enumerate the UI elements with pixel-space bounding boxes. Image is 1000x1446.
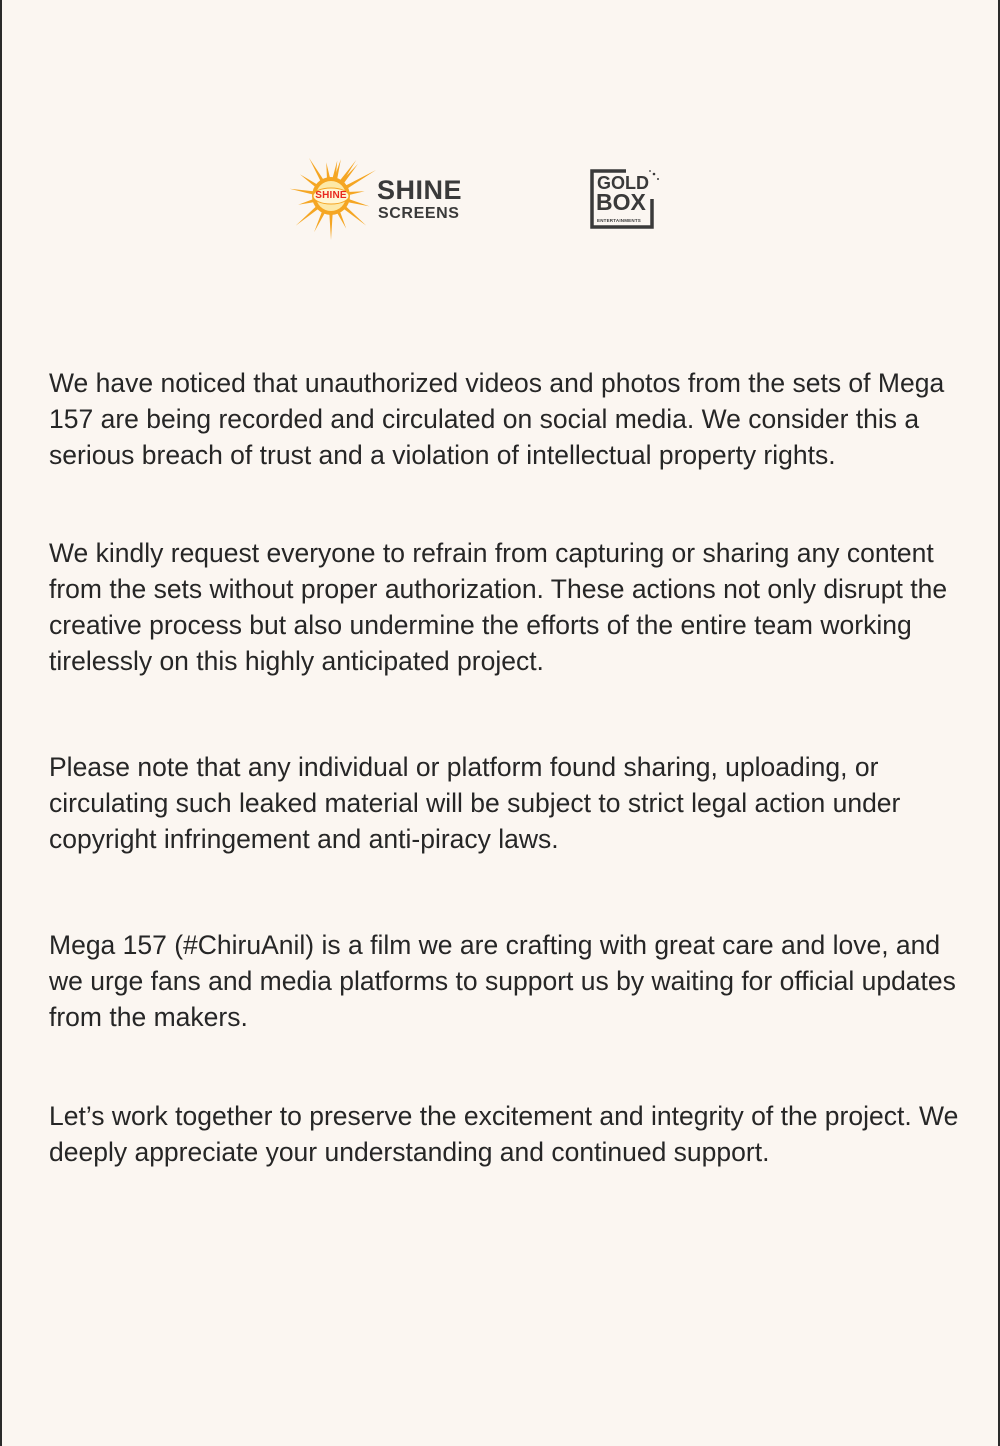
shine-badge-text: SHINE: [315, 189, 347, 201]
box-wordmark: BOX: [596, 189, 646, 215]
shine-screens-logo: [280, 138, 490, 248]
sun-ray: [290, 189, 316, 195]
shine-wordmark: SHINE: [377, 175, 463, 205]
sun-ray: [329, 212, 333, 240]
gold-box-logo: [588, 163, 668, 235]
statement-paragraph-4: Mega 157 (#ChiruAnil) is a film we are crafting with great care and love, and we urge fans and media platforms to support us by waiting for official updates from the makers.: [49, 930, 956, 1032]
statement-paragraph-1: We have noticed that unauthorized videos and photos from the sets of Mega 157 are being recorded and circulated on social media. We consider this a serious breach of trust and a violation of intellectual property rights.: [49, 368, 945, 470]
statement-body: [49, 365, 974, 1170]
screens-wordmark: SCREENS: [378, 205, 460, 222]
statement-paragraph-2: We kindly request everyone to refrain from capturing or sharing any content from the sets without proper authorization. These actions not only disrupt the creative process but also undermine the efforts of the entire team working tirelessly on this highly anticipated project.: [49, 538, 948, 676]
statement-paragraph-3: Please note that any individual or platform found sharing, uploading, or circulating such leaked material will be subject to strict legal action under copyright infringement and anti-piracy laws.: [49, 752, 901, 854]
entertainments-wordmark: ENTERTAINMENTS: [597, 218, 641, 223]
gold-wordmark: GOLD: [597, 173, 649, 193]
statement-paragraph-5: Let’s work together to preserve the excitement and integrity of the project. We deeply appreciate your understanding and continued support.: [49, 1101, 959, 1167]
